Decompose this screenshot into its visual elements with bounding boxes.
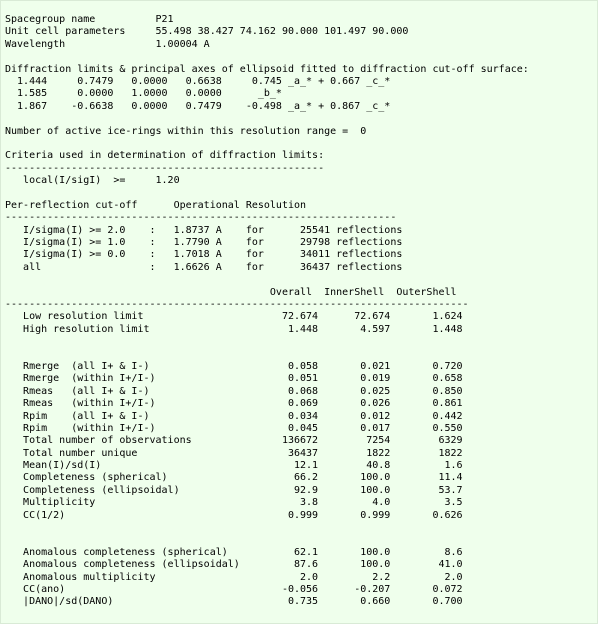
log-line: ----------------------------------------------------------------------------- [5,298,469,310]
log-line: 1.867 -0.6638 0.0000 0.7479 -0.498 _a_* + 0.867 _c_* [5,100,391,112]
log-line: I/sigma(I) >= 1.0 : 1.7790 A for 29798 reflections [5,237,403,249]
log-line: Overall InnerShell OuterShell [5,286,457,298]
log-line: 1.585 0.0000 1.0000 0.0000 _b_* [5,88,282,100]
log-line [5,138,597,150]
log-line: I/sigma(I) >= 0.0 : 1.7018 A for 34011 reflections [5,249,403,261]
log-line: Per-reflection cut-off Operational Resolution [5,199,307,211]
log-line: Diffraction limits & principal axes of ellipsoid fitted to diffraction cut-off surface: [5,63,529,75]
log-line: Multiplicity 3.8 4.0 3.5 [5,497,463,509]
log-line [5,113,597,125]
log-line [5,336,597,348]
log-line [5,187,597,199]
log-line [5,51,597,63]
log-line: I/sigma(I) >= 2.0 : 1.8737 A for 25541 reflections [5,224,403,236]
log-line: High resolution limit 1.448 4.597 1.448 [5,323,463,335]
log-line [5,274,597,286]
log-line [5,349,597,361]
log-line: Anomalous completeness (spherical) 62.1 100.0 8.6 [5,546,463,558]
log-line: all : 1.6626 A for 36437 reflections [5,261,403,273]
log-line: Total number unique 36437 1822 1822 [5,447,463,459]
log-line: Rmeas (all I+ & I-) 0.068 0.025 0.850 [5,385,463,397]
log-line: Spacegroup name P21 [5,14,174,25]
log-line [5,534,597,546]
log-line: Rpim (all I+ & I-) 0.034 0.012 0.442 [5,410,463,422]
log-line: ----------------------------------------------------- [5,162,325,174]
log-line: CC(1/2) 0.999 0.999 0.626 [5,509,463,521]
log-line: Completeness (spherical) 66.2 100.0 11.4 [5,472,463,484]
log-line: Number of active ice-rings within this resolution range = 0 [5,125,367,137]
log-line: Rmerge (within I+/I-) 0.051 0.019 0.658 [5,373,463,385]
log-line [5,522,597,534]
log-line: Rmerge (all I+ & I-) 0.058 0.021 0.720 [5,360,463,372]
log-line: Wavelength 1.00004 A [5,38,210,50]
log-line: Mean(I)/sd(I) 12.1 40.8 1.6 [5,460,463,472]
log-line: Rmeas (within I+/I-) 0.069 0.026 0.861 [5,398,463,410]
log-line: Completeness (ellipsoidal) 92.9 100.0 53.7 [5,484,463,496]
log-line: 1.444 0.7479 0.0000 0.6638 0.745 _a_* + 0.667 _c_* [5,75,391,87]
log-line: |DANO|/sd(DANO) 0.735 0.660 0.700 [5,596,463,608]
log-line: CC(ano) -0.056 -0.207 0.072 [5,583,463,595]
log-line: Unit cell parameters 55.498 38.427 74.162 90.000 101.497 90.000 [5,26,409,38]
log-line: local(I/sigI) >= 1.20 [5,175,180,187]
log-line: Low resolution limit 72.674 72.674 1.624 [5,311,463,323]
log-line: Anomalous completeness (ellipsoidal) 87.6 100.0 41.0 [5,559,463,571]
log-text [1,1,597,609]
log-line: Criteria used in determination of diffraction limits: [5,150,325,162]
log-line: Anomalous multiplicity 2.0 2.2 2.0 [5,571,463,583]
log-line: Total number of observations 136672 7254 6329 [5,435,463,447]
log-line: Rpim (within I+/I-) 0.045 0.017 0.550 [5,422,463,434]
log-line: ----------------------------------------------------------------- [5,212,397,224]
